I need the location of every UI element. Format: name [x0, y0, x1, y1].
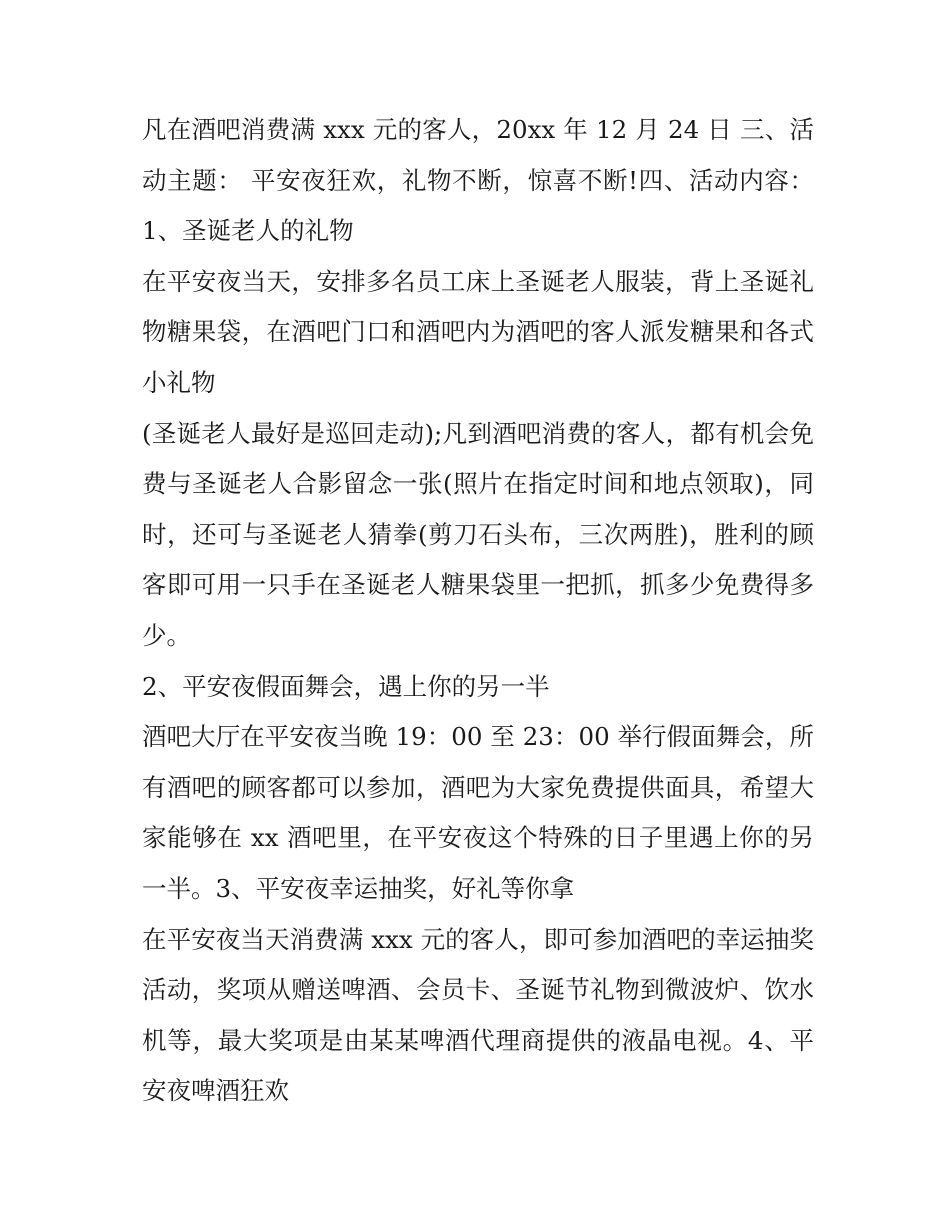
paragraph-lucky-draw: 在平安夜当天消费满 xxx 元的客人，即可参加酒吧的幸运抽奖活动，奖项从赠送啤酒、会员卡、圣诞节礼物到微波炉、饮水机等，最大奖项是由某某啤酒代理商提供的液晶电视。4、平安夜啤酒狂欢 — [142, 924, 814, 1106]
heading-masquerade: 2、平安夜假面舞会，遇上你的另一半 — [142, 671, 550, 701]
paragraph-santa-photo-game: (圣诞老人最好是巡回走动);凡到酒吧消费的客人，都有机会免费与圣诞老人合影留念一张(照片在指定时间和地点领取)，同时，还可与圣诞老人猜拳(剪刀石头布，三次两胜)，胜利的顾客即可用一只手在圣诞老人糖果袋里一把抓，抓多少免费得多少。 — [142, 418, 814, 650]
paragraph-santa-gifts: 在平安夜当天，安排多名员工床上圣诞老人服装，背上圣诞礼物糖果袋，在酒吧门口和酒吧内为酒吧的客人派发糖果和各式小礼物 — [142, 266, 814, 397]
document-body — [142, 105, 814, 1117]
paragraph-intro-theme: 凡在酒吧消费满 xxx 元的客人，20xx 年 12 月 24 日 三、活动主题： 平安夜狂欢，礼物不断，惊喜不断!四、活动内容： 1、圣诞老人的礼物 — [142, 115, 814, 246]
paragraph-masquerade: 酒吧大厅在平安夜当晚 19：00 至 23：00 举行假面舞会，所有酒吧的顾客都可以参加，酒吧为大家免费提供面具，希望大家能够在 xx 酒吧里，在平安夜这个特殊的日子里遇上你的另一半。3、平安夜幸运抽奖，好礼等你拿 — [142, 722, 814, 903]
